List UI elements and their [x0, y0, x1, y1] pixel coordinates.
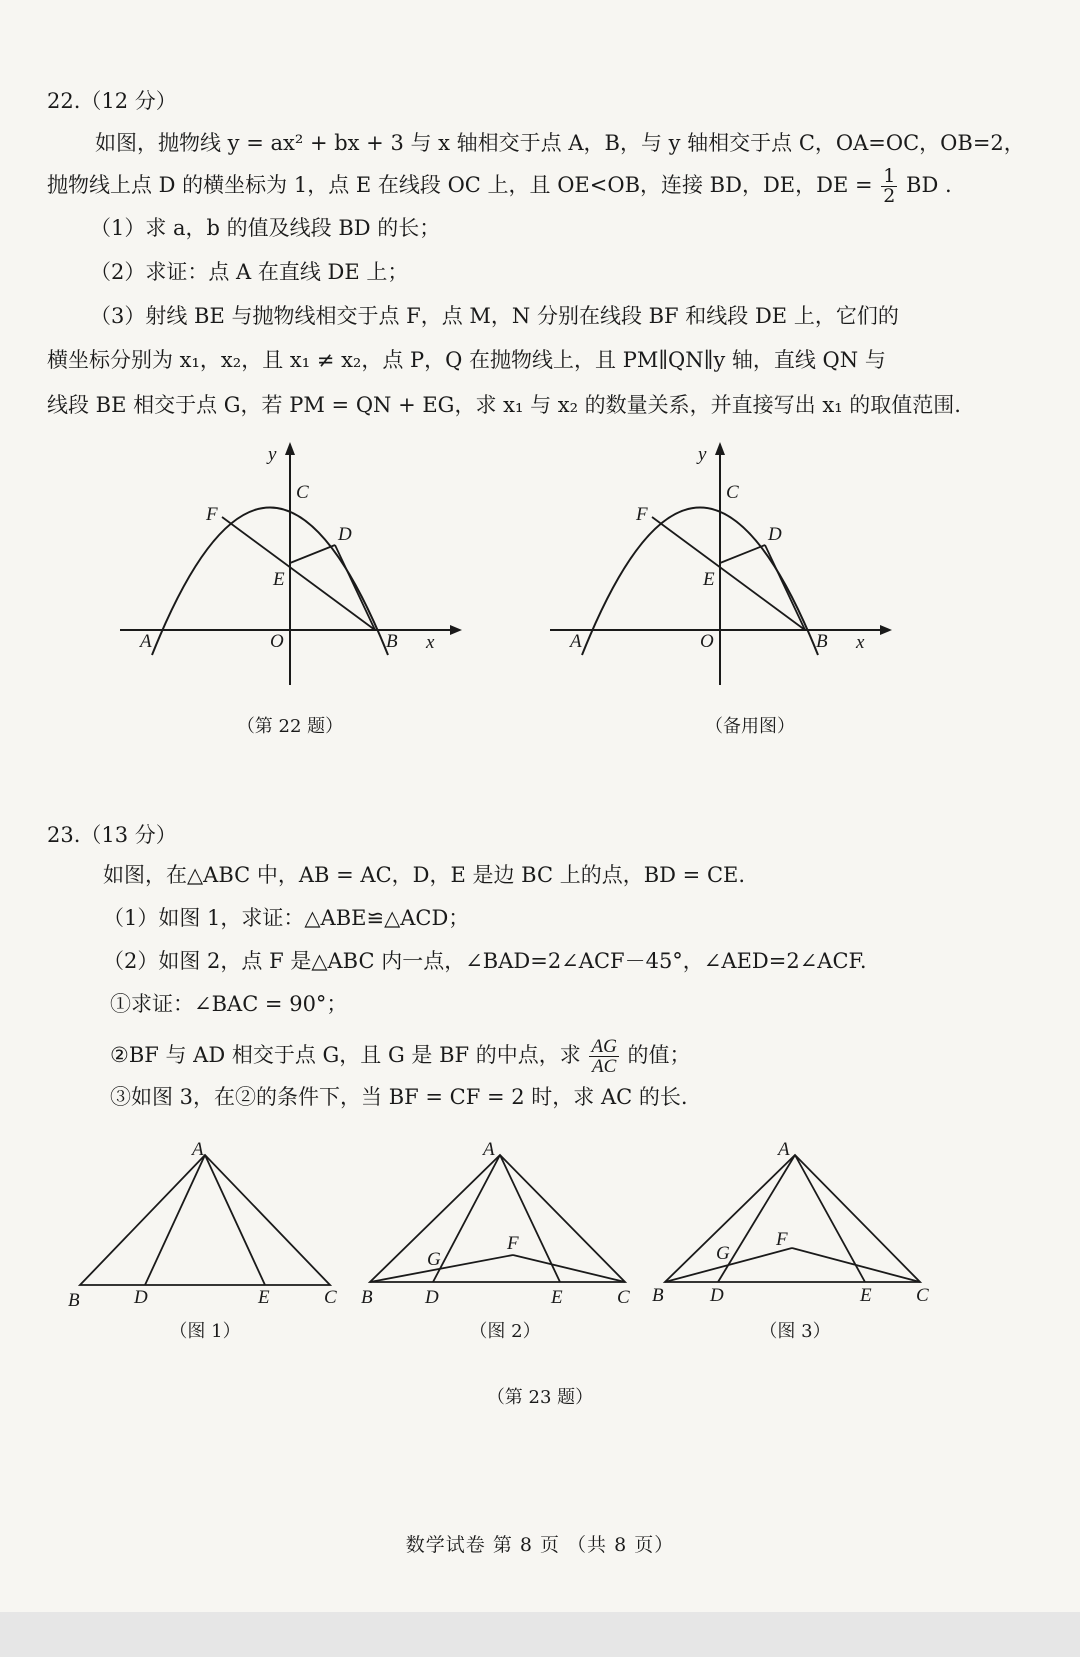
segment-CF	[792, 1248, 920, 1282]
label-C: C	[916, 1285, 929, 1306]
q23-figure-2	[355, 1135, 645, 1315]
q22-fraction-half	[881, 167, 897, 206]
segment-AD	[145, 1155, 205, 1285]
label-O: O	[270, 631, 284, 652]
q22-subquestion-3-line-2: 横坐标分别为 x₁，x₂，且 x₁ ≠ x₂，点 P，Q 在抛物线上，且 PM∥QN∥y 轴，直线 QN 与	[47, 348, 886, 372]
label-C: C	[617, 1287, 630, 1308]
label-F: F	[776, 1229, 788, 1250]
q23-caption-fig-2: （图 2）	[469, 1321, 541, 1342]
q23-subquestion-1: （1）如图 1，求证：△ABE≌△ACD；	[103, 906, 470, 930]
q22-figure-spare	[540, 430, 900, 700]
label-A: A	[140, 631, 152, 652]
label-E: E	[703, 569, 715, 590]
segment-BD	[335, 545, 375, 630]
q22-subquestion-3-line-1: （3）射线 BE 与抛物线相交于点 F，点 M，N 分别在线段 BF 和线段 DE 上，它们的	[90, 304, 899, 328]
triangle-ABC	[80, 1155, 330, 1285]
label-E: E	[258, 1287, 270, 1308]
q22-paragraph-2-tail: BD .	[906, 173, 952, 197]
segment-DE	[290, 545, 335, 563]
label-D: D	[710, 1285, 724, 1306]
q23-subquestion-2: （2）如图 2，点 F 是△ABC 内一点，∠BAD=2∠ACF－45°，∠AED=2∠ACF.	[103, 949, 867, 973]
segment-AE	[205, 1155, 265, 1285]
label-C: C	[324, 1287, 337, 1308]
label-A: A	[483, 1139, 495, 1160]
segment-CF	[513, 1255, 625, 1282]
segment-BD	[765, 545, 805, 630]
q22-caption-spare: （备用图）	[705, 716, 795, 737]
q23-figure-1	[60, 1135, 350, 1315]
label-B: B	[816, 631, 828, 652]
q22-subquestion-1: （1）求 a，b 的值及线段 BD 的长；	[90, 216, 441, 240]
segment-BF	[370, 1255, 513, 1282]
label-B: B	[652, 1285, 664, 1306]
segment-AE	[795, 1155, 865, 1282]
q23-subquestion-2-2-text: ②BF 与 AD 相交于点 G，且 G 是 BF 的中点，求	[110, 1043, 581, 1067]
label-B: B	[386, 631, 398, 652]
page-footer: 数学试卷 第 8 页 （共 8 页）	[405, 1534, 675, 1556]
q23-subquestion-2-1: ①求证：∠BAC = 90°；	[110, 992, 348, 1016]
scan-bottom-band	[0, 1612, 1080, 1657]
label-B: B	[361, 1287, 373, 1308]
y-axis-arrow-icon	[715, 442, 725, 455]
x-axis-arrow-icon	[880, 625, 892, 635]
label-y: y	[698, 444, 707, 465]
q22-paragraph-2	[47, 167, 952, 206]
triangle-ABC	[665, 1155, 920, 1282]
q22-caption-main: （第 22 题）	[236, 716, 344, 737]
label-A: A	[778, 1139, 790, 1160]
label-x: x	[856, 632, 865, 653]
label-O: O	[700, 631, 714, 652]
q23-subquestion-2-3: ③如图 3，在②的条件下，当 BF = CF = 2 时，求 AC 的长.	[110, 1085, 688, 1109]
q23-caption-main: （第 23 题）	[486, 1387, 594, 1408]
q23-subquestion-2-2-tail: 的值；	[627, 1043, 691, 1067]
q23-figure-3	[650, 1135, 950, 1315]
q23-fraction-num: AG	[591, 1036, 617, 1057]
segment-BF	[652, 517, 805, 630]
label-B: B	[68, 1290, 80, 1311]
q22-fraction-num: 1	[883, 165, 896, 187]
label-E: E	[273, 569, 285, 590]
label-C: C	[726, 482, 739, 503]
label-F: F	[507, 1233, 519, 1254]
q23-header: 23.（13 分）	[47, 823, 177, 847]
q22-paragraph-1: 如图，抛物线 y = ax² + bx + 3 与 x 轴相交于点 A，B，与 y 轴相交于点 C，OA=OC，OB=2，	[95, 131, 1025, 155]
label-y: y	[268, 444, 277, 465]
label-D: D	[768, 524, 782, 545]
label-F: F	[636, 504, 648, 525]
label-E: E	[551, 1287, 563, 1308]
y-axis-arrow-icon	[285, 442, 295, 455]
q22-figure-main	[110, 430, 470, 700]
label-E: E	[860, 1285, 872, 1306]
q23-subquestion-2-2	[110, 1037, 691, 1076]
q22-fraction-den: 2	[883, 185, 896, 207]
label-F: F	[206, 504, 218, 525]
q23-fraction-den: AC	[592, 1056, 617, 1077]
segment-BF	[222, 517, 375, 630]
q22-subquestion-3-line-3: 线段 BE 相交于点 G，若 PM = QN + EG，求 x₁ 与 x₂ 的数量关系，并直接写出 x₁ 的取值范围.	[47, 393, 961, 417]
triangle-ABC	[370, 1155, 625, 1282]
q22-subquestion-2: （2）求证：点 A 在直线 DE 上；	[90, 260, 409, 284]
q23-paragraph-1: 如图，在△ABC 中，AB = AC，D，E 是边 BC 上的点，BD = CE.	[103, 863, 746, 887]
label-A: A	[570, 631, 582, 652]
q22-paragraph-2-text: 抛物线上点 D 的横坐标为 1，点 E 在线段 OC 上，且 OE<OB，连接 BD，DE，DE =	[47, 173, 873, 197]
label-A: A	[192, 1139, 204, 1160]
label-D: D	[338, 524, 352, 545]
label-D: D	[134, 1287, 148, 1308]
label-G: G	[427, 1249, 441, 1270]
label-D: D	[425, 1287, 439, 1308]
q23-fraction-ag-ac	[589, 1037, 618, 1076]
q22-header: 22.（12 分）	[47, 89, 177, 113]
label-C: C	[296, 482, 309, 503]
label-G: G	[716, 1243, 730, 1264]
segment-AE	[500, 1155, 560, 1282]
label-x: x	[426, 632, 435, 653]
x-axis-arrow-icon	[450, 625, 462, 635]
segment-DE	[720, 545, 765, 563]
q23-caption-fig-3: （图 3）	[759, 1321, 831, 1342]
q23-caption-fig-1: （图 1）	[169, 1321, 241, 1342]
